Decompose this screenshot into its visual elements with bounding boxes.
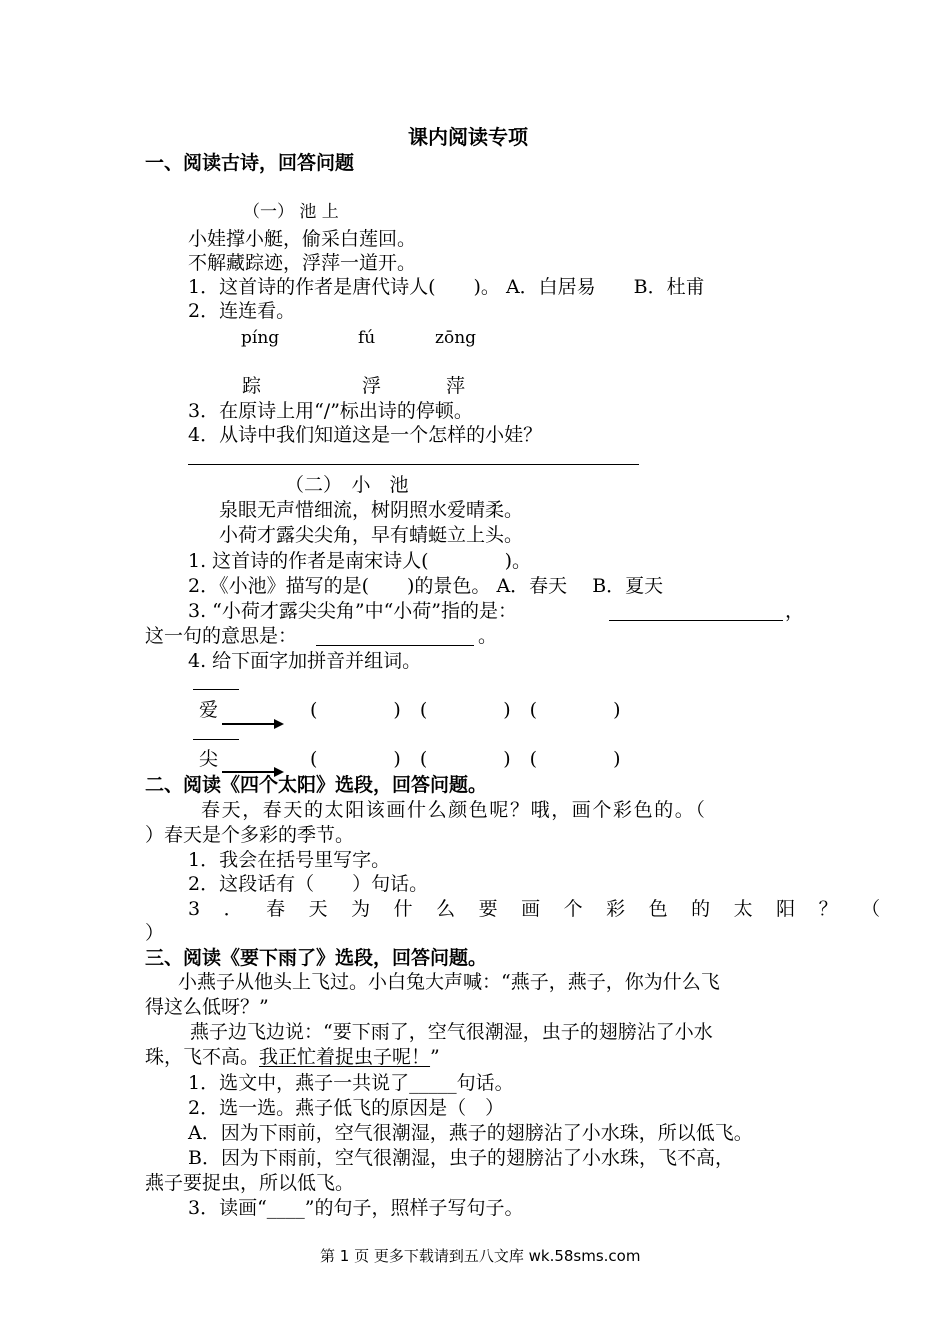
poem-1-question-3: 3．在原诗上用“/”标出诗的停顿。 bbox=[188, 400, 473, 422]
poem-2-question-4: 4. 给下面字加拼音并组词。 bbox=[188, 650, 422, 672]
underlined-sentence: 我正忙着捉虫子呢！ bbox=[259, 1046, 431, 1068]
poem-1-question-2: 2．连连看。 bbox=[188, 300, 296, 322]
poem-2-question-2: 2．《小池》描写的是( )的景色。 A．春天 B．夏天 bbox=[188, 575, 664, 597]
word-blanks-ai: ( ) ( ) ( ) bbox=[310, 699, 621, 721]
page-footer: 第 1 页 更多下载请到五八文库 wk.58sms.com bbox=[320, 1247, 641, 1265]
section-3-question-1: 1．选文中，燕子一共说了_____句话。 bbox=[188, 1072, 514, 1094]
answer-line-xiaohe bbox=[609, 620, 783, 621]
section-2-question-3-close: ） bbox=[145, 922, 165, 944]
pinyin-fu: fú bbox=[358, 328, 376, 348]
poem-2-question-1: 1. 这首诗的作者是南宋诗人( )。 bbox=[188, 550, 531, 572]
word-blanks-jian: ( ) ( ) ( ) bbox=[310, 748, 621, 770]
section-3-para-2-line-2 bbox=[145, 1045, 440, 1069]
poem-2-line-2: 小荷才露尖尖角，早有蜻蜓立上头。 bbox=[219, 524, 524, 546]
section-3-para-1-line-1: 小燕子从他头上飞过。小白兔大声喊：“燕子，燕子，你为什么飞 bbox=[178, 971, 720, 993]
section-2-para-line-1: 春天，春天的太阳该画什么颜色呢？哦，画个彩色的。（ bbox=[201, 799, 707, 821]
section-3-para-1-line-2: 得这么低呀？” bbox=[145, 996, 269, 1018]
section-2-heading: 二、阅读《四个太阳》选段，回答问题。 bbox=[145, 774, 488, 796]
answer-line-meaning bbox=[316, 645, 474, 646]
char-zong: 踪 bbox=[242, 375, 262, 397]
poem-2-line-1: 泉眼无声惜细流，树阴照水爱晴柔。 bbox=[219, 499, 524, 521]
section-2-question-2: 2．这段话有（ ）句话。 bbox=[188, 873, 429, 895]
section-2-para-line-2: ）春天是个多彩的季节。 bbox=[145, 824, 355, 846]
section-3-question-3: 3．读画“____”的句子，照样子写句子。 bbox=[188, 1197, 524, 1219]
section-3-option-b-line-1: B．因为下雨前，空气很潮湿，虫子的翅膀沾了小水珠，飞不高， bbox=[188, 1147, 734, 1169]
page-title: 课内阅读专项 bbox=[408, 125, 528, 149]
section-3-option-a: A．因为下雨前，空气很潮湿，燕子的翅膀沾了小水珠，所以低飞。 bbox=[188, 1122, 753, 1144]
pinyin-zong: zōng bbox=[435, 328, 477, 348]
pinyin-line-jian bbox=[193, 739, 239, 740]
section-3-para-2-line-1: 燕子边飞边说：“要下雨了，空气很潮湿，虫子的翅膀沾了小水 bbox=[190, 1021, 713, 1043]
answer-line-poem-1 bbox=[188, 464, 639, 465]
char-jian: 尖 bbox=[199, 748, 219, 770]
pinyin-ping: píng bbox=[241, 328, 280, 348]
period: 。 bbox=[478, 625, 498, 647]
poem-2-question-3: 3. “小荷才露尖尖角”中“小荷”指的是： bbox=[188, 600, 518, 622]
arrow-ai bbox=[222, 723, 276, 725]
poem-2-question-3-meaning: 这一句的意思是： bbox=[145, 625, 298, 647]
section-3-question-2: 2．选一选。燕子低飞的原因是（ ） bbox=[188, 1097, 505, 1119]
poem-1-question-1: 1．这首诗的作者是唐代诗人( )。 A．白居易 B．杜甫 bbox=[188, 276, 705, 298]
comma: ， bbox=[785, 600, 805, 622]
para-2-text: 珠，飞不高。 bbox=[145, 1046, 260, 1068]
char-ai: 爱 bbox=[199, 699, 219, 721]
char-fu: 浮 bbox=[362, 375, 382, 397]
poem-2-title: （二） 小 池 bbox=[285, 474, 409, 496]
poem-1-line-2: 不解藏踪迹，浮萍一道开。 bbox=[188, 252, 417, 274]
section-2-question-1: 1．我会在括号里写字。 bbox=[188, 849, 391, 871]
poem-1-line-1: 小娃撑小艇，偷采白莲回。 bbox=[188, 228, 417, 250]
para-2-close-quote: ” bbox=[430, 1046, 440, 1068]
pinyin-line-ai bbox=[193, 689, 239, 690]
section-1-heading: 一、阅读古诗，回答问题 bbox=[145, 152, 355, 174]
section-2-question-3: 3．春天为什么要画个彩色的太阳？（ bbox=[188, 898, 904, 920]
poem-1-question-4: 4．从诗中我们知道这是一个怎样的小娃？ bbox=[188, 424, 543, 446]
poem-1-title: （一） 池 上 bbox=[243, 202, 339, 222]
section-3-heading: 三、阅读《要下雨了》选段，回答问题。 bbox=[145, 947, 488, 969]
char-ping: 萍 bbox=[446, 375, 466, 397]
section-3-option-b-line-2: 燕子要捉虫，所以低飞。 bbox=[145, 1172, 355, 1194]
